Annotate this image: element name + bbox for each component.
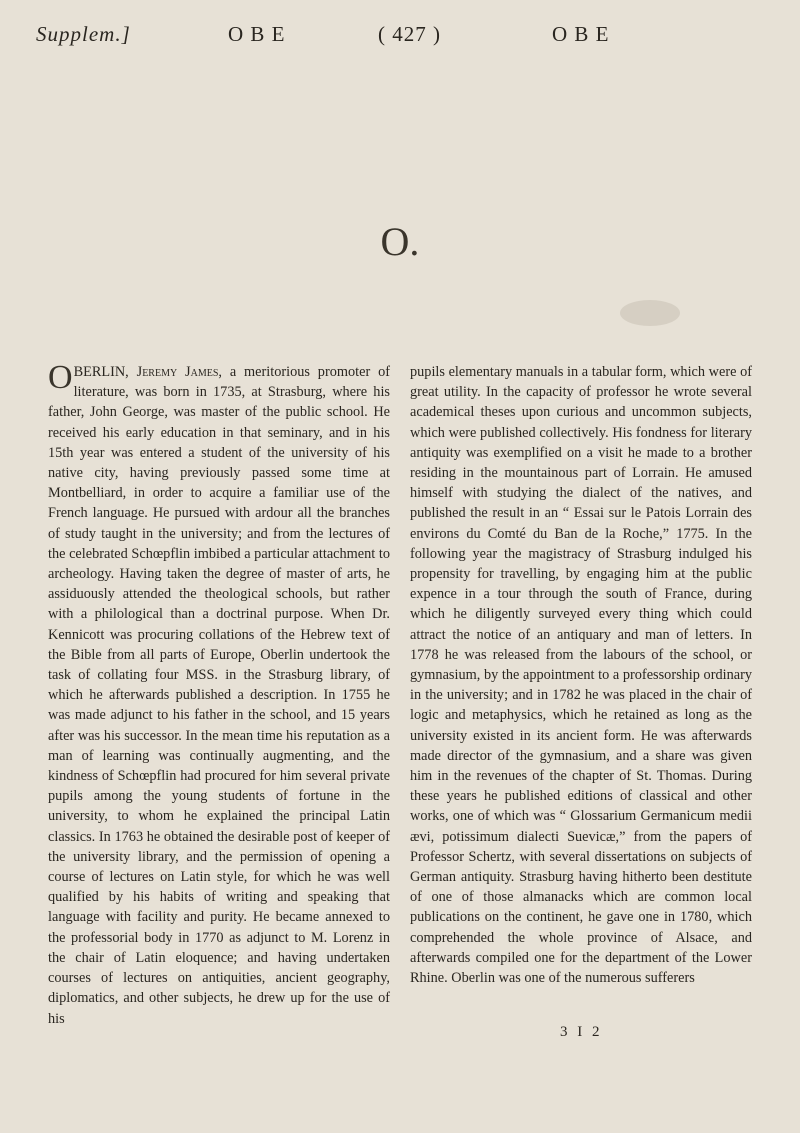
- article-text-right: pupils elementary manuals in a tabular form, which were of great utility. In the capacity of professor he wrote several academical theses upon curious and uncommon subjects, which were published collectively. His fondness for literary antiquity was exemplified on a visit he made to a brother residing in the mountainous part of Lorrain. He amused himself with studying the dialect of the natives, and published the result in an “ Essai sur le Patois Lorrain des environs du Comté du Ban de la Roche,” 1775. In the following year the magistracy of Strasburg indulged his propensity for travelling, by engaging him at the public expence in a tour through the south of France, during which he diligently surveyed every thing which could attract the notice of an antiquary and man of letters. In 1778 he was released from the labours of the school, or gymnasium, by the appointment to a professorship ordinary in the university; and in 1782 he was placed in the chair of logic and metaphysics, which he retained as long as the university existed in its ancient form. He was afterwards made director of the gymnasium, and a share was given him in the revenues of the chapter of St. Thomas. During these years he published editions of classical and other works, one of which was “ Glossarium Germanicum medii ævi, potissimum dialecti Suevicæ,” from the papers of Professor Schertz, with several dissertations on subjects of German antiquity. Strasburg having hitherto been destitute of one of those almanacks which are common local publications on the continent, he gave one in 1780, which comprehended the whole province of Alsace, and afterwards compiled one for the department of the Lower Rhine. Oberlin was one of the numerous sufferers: [410, 364, 752, 987]
- article-text-left: a meritorious promoter of literature, was born in 1735, at Strasburg, where his father, John George, was master of the public school. He received his early education in that seminary, and in his 15th year was entered a student of the university of his native city, having previously passed some time at Montbelliard, in order to acquire a familiar use of the French language. He pursued with ardour all the branches of study taught in the university; and from the lectures of the celebrated Schœpflin imbibed a particular attachment to archeology. Having taken the degree of master of arts, he assiduously attended the theological schools, but rather with a philological than a doctrinal purpose. When Dr. Kennicott was procuring collations of the Hebrew text of the Bible from all parts of Europe, Oberlin undertook the task of collating four MSS. in the Strasburg library, of which he afterwards published a description. In 1755 he was made adjunct to his father in the school, and 15 years after was his successor. In the mean time his reputation as a man of learning was continually augmenting, and the kindness of Schœpflin had procured for him several private pupils among the young students of fortune in the university, to whom he explained the principal Latin classics. In 1763 he obtained the desirable post of keeper of the university library, and the permission of opening a course of lectures on Latin style, for which he was well qualified by his habits of writing and speaking that language with facility and purity. He became annexed to the professorial body in 1770 as adjunct to M. Lorenz in the chair of Latin eloquence; and having undertaken courses of lectures on antiquities, ancient geography, diplomatics, and other subjects, he drew up for the use of his: [48, 364, 390, 1027]
- drop-cap: O: [48, 359, 73, 396]
- article-headword: BERLIN,: [73, 364, 129, 380]
- running-header: [0, 22, 800, 62]
- running-head-right: O B E: [552, 22, 610, 46]
- page-number: ( 427 ): [378, 22, 441, 46]
- printer-signature-mark: 3 I 2: [560, 1024, 603, 1040]
- section-reference: Supplem.]: [36, 22, 131, 46]
- text-column-left: [48, 359, 390, 1029]
- paper-stain: [620, 300, 680, 326]
- text-column-right: [410, 362, 752, 988]
- running-head-left: O B E: [228, 22, 286, 46]
- article-paragraph: [48, 359, 390, 1029]
- article-subject-name: Jeremy James,: [136, 364, 222, 380]
- section-letter: O.: [380, 219, 420, 264]
